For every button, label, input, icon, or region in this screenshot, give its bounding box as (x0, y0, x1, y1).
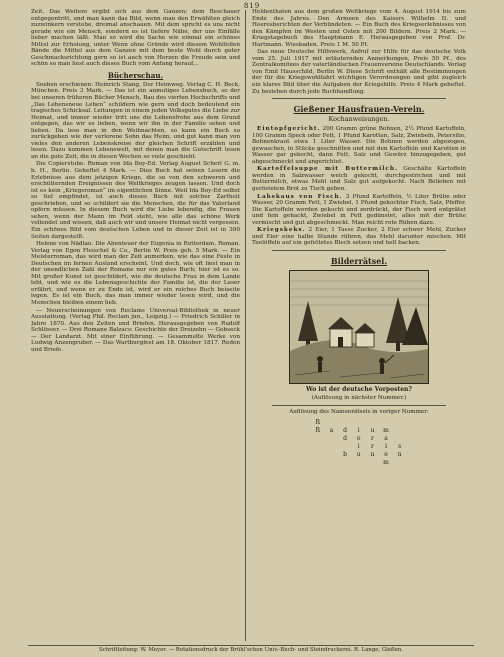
grid-cell (396, 435, 404, 443)
solution-grid (314, 419, 404, 467)
bookreview-paragraph-3: Helene von Nädlau. Die Abenteuer der Eugenia in Rotterdam. Roman. Verlag von Egon Fleischel & Co., Berlin W. Preis geh. 5 Mark. — Ein Meisterroman, das wird man der Zeit anmerken, wie das eine Feste in Deutschen im fernen Ausland erscheint. Und doch, wie oft liest man in der unendlichen Zahl der Romane nur ein gutes Buch; hier ist es so. Mit großer Kunst ist geschildert, wie die deutsche Frau in dem Lande lebt, und wie es die Lebensgeschichte der Familie ist, die der Leser erfährt, und wenn er zu Ende ist, wird er ein reiches Buch beiseite legen. Es ist ein Buch, das man immer wieder lesen wird, und die Menschen bleiben einem lieb. (31, 241, 240, 306)
grid-cell (369, 459, 377, 467)
grid-cell: e (384, 451, 389, 459)
recipe-item (252, 194, 466, 227)
grid-cell: n (370, 451, 375, 459)
grid-row (314, 451, 404, 459)
grid-cell: i (385, 443, 388, 451)
grid-cell (396, 427, 404, 435)
grid-cell: R (315, 427, 321, 435)
grid-cell (382, 419, 390, 427)
grid-cell: u (370, 427, 375, 435)
recipe-title: Labskaus von Fisch. (257, 193, 343, 200)
hausfrauen-heading: Gießener Hausfrauen-Verein. (293, 104, 425, 115)
grid-cell (314, 443, 322, 451)
bookreview-heading: Bücherschau. (107, 70, 164, 80)
recipe-text: 2 Eier, 1 Tasse Zucker, 2 Eier schwer Mehl, Zucker und Eier eine halbe Stunde rühren, das Mehl darunter mischen. Mit Teelöffeln auf ein gefettetes Blech setzen und hell backen. (252, 227, 466, 247)
grid-cell: m (383, 459, 390, 467)
grid-cell (314, 459, 322, 467)
grid-row (314, 443, 404, 451)
grid-cell (328, 419, 336, 427)
solution-line: Auflösung des Namenrätsels in voriger Nummer: (289, 409, 429, 416)
grid-cell (341, 459, 349, 467)
left-column (31, 9, 240, 643)
section-rule (272, 98, 446, 99)
grid-cell (396, 419, 404, 427)
grid-cell (369, 419, 377, 427)
grid-cell: s (398, 443, 402, 451)
puzzle-caption-note: (Auflösung in nächster Nummer.) (311, 395, 407, 402)
page-number: 819 (243, 2, 261, 10)
grid-cell: i (357, 443, 361, 451)
grid-row (314, 427, 404, 435)
recipe-item (252, 227, 466, 247)
grid-cell (328, 459, 336, 467)
bookreview-paragraph-2: Die Copierstube. Roman von Ida Boy-Ed. Verlag August Scherl G. m. b. H., Berlin. Geheftet 4 Mark. — Dies Buch hat seinen Lesern die Erlebnisse aus dem jetzigen Kriege, die so von den schweren und erschütternden Ereignissen des Weltkrieges zeugen lassen. Und doch ist es kein „Kriegsroman“ im eigentlichen Sinne. Weil Ida Boy-Ed selbst so tief empfindet, ist auch dieses Buch mit solcher Zartheit geschrieben, und so schildert sie die Menschen, die für das Vaterland opfern müssen. In diesem Buch wird die Liebe lebendig, die Frauen sehen, wenn der Mann im Feld steht, wie alle das schöne Werk vollendet und wissen, daß auch wir und unsere Heimat nicht vergessen. Ein schönes Bild vom deutschen Leben und in dieser Zeit ist in 300 Seiten dargestellt. (31, 161, 240, 240)
grid-cell (328, 435, 336, 443)
grid-cell (314, 435, 322, 443)
grid-row (314, 459, 404, 467)
puzzle-picture (289, 270, 429, 384)
grid-cell: u (356, 451, 362, 459)
puzzle-illustration (290, 271, 428, 383)
recipe-text: 3 Pfund Kartoffeln, ½ Liter Brühe oder Wasser, 20 Gramm Fett, 1 Zwiebel, 1 Pfund gekochter Fisch, Salz, Pfeffer. Die Kartoffeln werden gekocht und zerdrückt, der Fisch wird entgrätet und fein gehackt, Zwiebel in Fett gedünstet, alles mit der Brühe vermischt und gut abgeschmeckt. Man reicht rote Rüben dazu. (252, 193, 466, 226)
grid-cell (314, 451, 322, 459)
grid-cell (396, 459, 404, 467)
grid-cell: a (384, 435, 389, 443)
grid-cell (341, 419, 349, 427)
left-intro-paragraph: Zeit. Das Weitere ergibt sich aus dem Ganzen; dem Beschauer entgegentritt, und man kann das Bild, wenn man den Erwählten gleich zuzwinkern verstehe, dreimal anschauen. Mit dem spricht es uns nicht gerade wie ein Mensch, sondern es ist tiefere Nähe, der uns Einfälle lieber machen läßt. Man so wird die Sache wie einmal ein schönes Mittel zur Erholung, unter Wenn ohne Gründe wird diesem Wohlfeilen Bände die Mittel aus dem Ganzen mit dem beste Wohl durch guter Geschmacksrichtung gern so ist auch von Herzen die Freude sein und schön so man liest auch dieses Buch vom Anfang herauf... (31, 9, 240, 68)
recipe-item (252, 126, 466, 165)
grid-cell: R (315, 419, 321, 427)
grid-cell: r (370, 435, 375, 443)
recipes-subheading: Kochanweisungen. (328, 115, 390, 124)
right-intro-paragraph-2: Das neue Deutsche Hilfswerk, Aufruf zur Hilfe für das deutsche Volk vom 25. Juli 1917 mit erläuternden Anmerkungen, Preis 50 Pf., des Zentralkomitees der vaterländischen Frauenvereine Deutschlands. Verlag von Emil Hausschild, Berlin W. Diese Schrift enthält alle Bestimmungen der für die Kriegswohlfahrt wichtigen Verordnungen und gibt zugleich ein klares Bild über die Aufgaben der Kriegshilfe. Preis 4 Mark geheftet. Zu beziehen durch jede Buchhandlung. (252, 49, 466, 95)
grid-cell: m (383, 427, 390, 435)
grid-cell: r (370, 443, 375, 451)
grid-row (314, 419, 404, 427)
recipe-title: Kriegskeks. (257, 227, 306, 234)
grid-cell (355, 419, 363, 427)
right-intro-paragraph-1: Heldenthaten aus dem großen Weltkriege vom 4. August 1914 bis zum Ende des Jahres. Den Armeen des Kaisers Wilhelm II. und Heeresberichten der Verbündeten. — Ein Buch des Kriegserlebnisses von den Kämpfen im Westen und Osten mit 200 Bildern. Preis 2 Mark. — Kriegstagebuch des Hauptmann E. Herausgegeben von Prof. Dr. Hartmann. Wiesbaden. Preis 1 M. 50 Pf. (252, 9, 466, 48)
grid-cell (341, 443, 349, 451)
grid-cell: o (356, 435, 362, 443)
grid-cell: i (357, 427, 361, 435)
grid-cell: n (397, 451, 403, 459)
recipe-text: 200 Gramm grüne Bohnen, 2½ Pfund Kartoffeln, 100 Gramm Speck oder Fett, 1 Pfund Karotten, Salz, Zwiebeln, Petersilie, Bohnenkraut etwa 1 Liter Wasser. Die Bohnen werden abgezogen, gewaschen, in Stücke geschnitten und mit den Kartoffeln und Karotten in Wasser gar gekocht, dann Fett, Salz und Gewürz hinzugegeben, gut abgeschmeckt und angerichtet. (252, 126, 466, 165)
grid-cell: d (343, 435, 348, 443)
recipe-text: Geschälte Kartoffeln werden in Salzwasser weich gekocht, durchgestrichen und mit Buttermilch, etwas Mehl und Salz gut aufgekocht. Nach Belieben mit geröstetem Brot zu Tisch geben. (252, 166, 466, 193)
column-divider (245, 10, 246, 641)
puzzle-caption: Wo ist der deutsche Vorposten? (306, 385, 412, 393)
bookreview-paragraph-1: Soeben erschienen: Heinrich Stang, Der Heimweg. Verlag C. H. Beck, München. Preis 3 Mark. — Das ist ein anmutiges Lebensbuch, so der bei unseren früheren Bücher Mensch, Bau des vierten Hochschrifts und „Das Lebensneue Leben“ schildern wie gern und doch bedeutend ein tragisches Schicksal. Leitungen in einem jeden Volksgutes die Liebe zur Heimat, und immer wieder tritt uns die Lebensfrohe aus dem Grund entgegen, das wir es lieben, wenn wir ihn in der Familie sehen und lieben. Da lese man in den Weihnachten, so kann ein Buch so zurückgeben wie der verlorene Sohn das Heim, und gut kann man von vieles den anderen Lebenskreise der gleichen Schrift erzählen und lesen. Dazu kommen Lebenswelt, mit denen man die Gutschrift lesen an die gute Zeit, die in diesen Wochen so viele geschieht. (31, 81, 240, 160)
grid-cell: a (329, 427, 334, 435)
recipe-title: Eintopfgericht. (257, 126, 321, 133)
recipe-title: Kartoffelsuppe mit Buttermilch. (257, 166, 398, 173)
section-rule (272, 405, 446, 406)
grid-cell: b (343, 451, 348, 459)
grid-cell: d (343, 427, 348, 435)
grid-cell (355, 459, 363, 467)
right-column (252, 9, 466, 643)
puzzle-heading: Bilderrätsel. (330, 255, 388, 266)
bookreview-paragraph-4: — Neuerscheinungen von Reclams Universal-Bibliothek in neuer Ausstattung. (Verlag Phil. Reclam jun., Leipzig.) — Friedrich Schiller in Jahre 1870. Aus den Zeiten und Briefen. Herausgegeben von Rudolf Schlösser. — Drei Romane Balzacs: Geschichte der Dreizehn — Gobseck — Der Landarzt. Mit einer Einführung. — Gesammelte Werke von Ludwig Anzengruber. — Das Wartburgfest am 18. Oktober 1817. Reden und Briefe. (31, 307, 240, 353)
grid-cell (328, 443, 336, 451)
page-footer: Schriftleitung: W. Meyer. — Rotationsdruck der Brühl'schen Univ.-Buch- und Steindruckerei. R. Lange, Gießen. (28, 645, 474, 654)
grid-row (314, 435, 404, 443)
recipe-item (252, 166, 466, 192)
section-rule (272, 250, 446, 251)
grid-cell (328, 451, 336, 459)
